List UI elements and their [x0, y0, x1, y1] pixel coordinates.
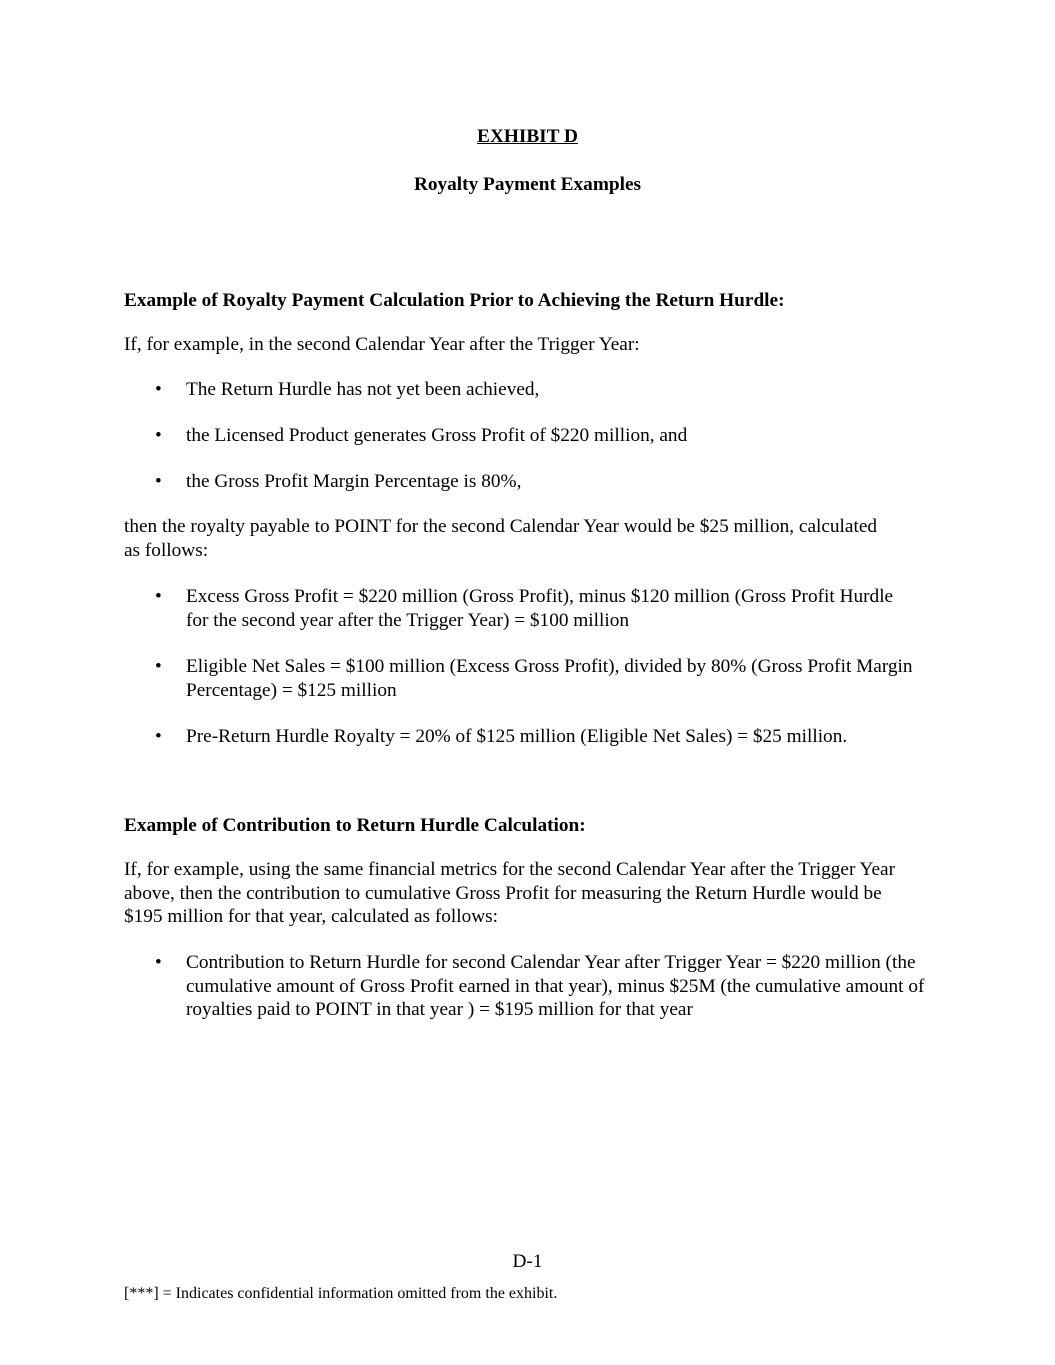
condition-item: The Return Hurdle has not yet been achieved, [186, 379, 540, 400]
bullet-icon: • [155, 471, 162, 492]
bullet-icon: • [155, 656, 162, 677]
bullet-icon: • [155, 952, 162, 973]
section1-conclusion: then the royalty payable to POINT for the second Calendar Year would be $25 million, calculated as follows: [124, 516, 878, 561]
calculation-item: Pre-Return Hurdle Royalty = 20% of $125 million (Eligible Net Sales) = $25 million. [186, 726, 848, 747]
bullet-icon: • [155, 379, 162, 400]
bullet-icon: • [155, 726, 162, 747]
section1-heading: Example of Royalty Payment Calculation Prior to Achieving the Return Hurdle: [124, 290, 785, 311]
confidentiality-footnote: [***] = Indicates confidential information omitted from the exhibit. [124, 1285, 558, 1302]
section2-intro: If, for example, using the same financial metrics for the second Calendar Year after the Trigger Year above, then the contribution to cumulative Gross Profit for measuring the Return Hurdle would be $195 million for that year, calculated as follows: [124, 859, 896, 927]
section2-heading: Example of Contribution to Return Hurdle Calculation: [124, 815, 586, 836]
condition-item: the Gross Profit Margin Percentage is 80%, [186, 471, 522, 492]
exhibit-title: EXHIBIT D [477, 126, 578, 147]
page-subtitle: Royalty Payment Examples [413, 174, 642, 195]
calculation-item: Eligible Net Sales = $100 million (Excess Gross Profit), divided by 80% (Gross Profit Margin Percentage) = $125 million [186, 656, 913, 701]
calculation-item: Excess Gross Profit = $220 million (Gross Profit), minus $120 million (Gross Profit Hurdle for the second year after the Trigger Year) = $100 million [186, 586, 894, 631]
page-number: D-1 [512, 1251, 543, 1272]
section1-intro: If, for example, in the second Calendar Year after the Trigger Year: [124, 334, 640, 355]
bullet-icon: • [155, 425, 162, 446]
condition-item: the Licensed Product generates Gross Profit of $220 million, and [186, 425, 688, 446]
calculation-item: Contribution to Return Hurdle for second Calendar Year after Trigger Year = $220 million (the cumulative amount of Gross Profit earned in that year), minus $25M (the cumulative amount of royalties paid to POINT in that year ) = $195 million for that year [186, 952, 925, 1020]
bullet-icon: • [155, 586, 162, 607]
